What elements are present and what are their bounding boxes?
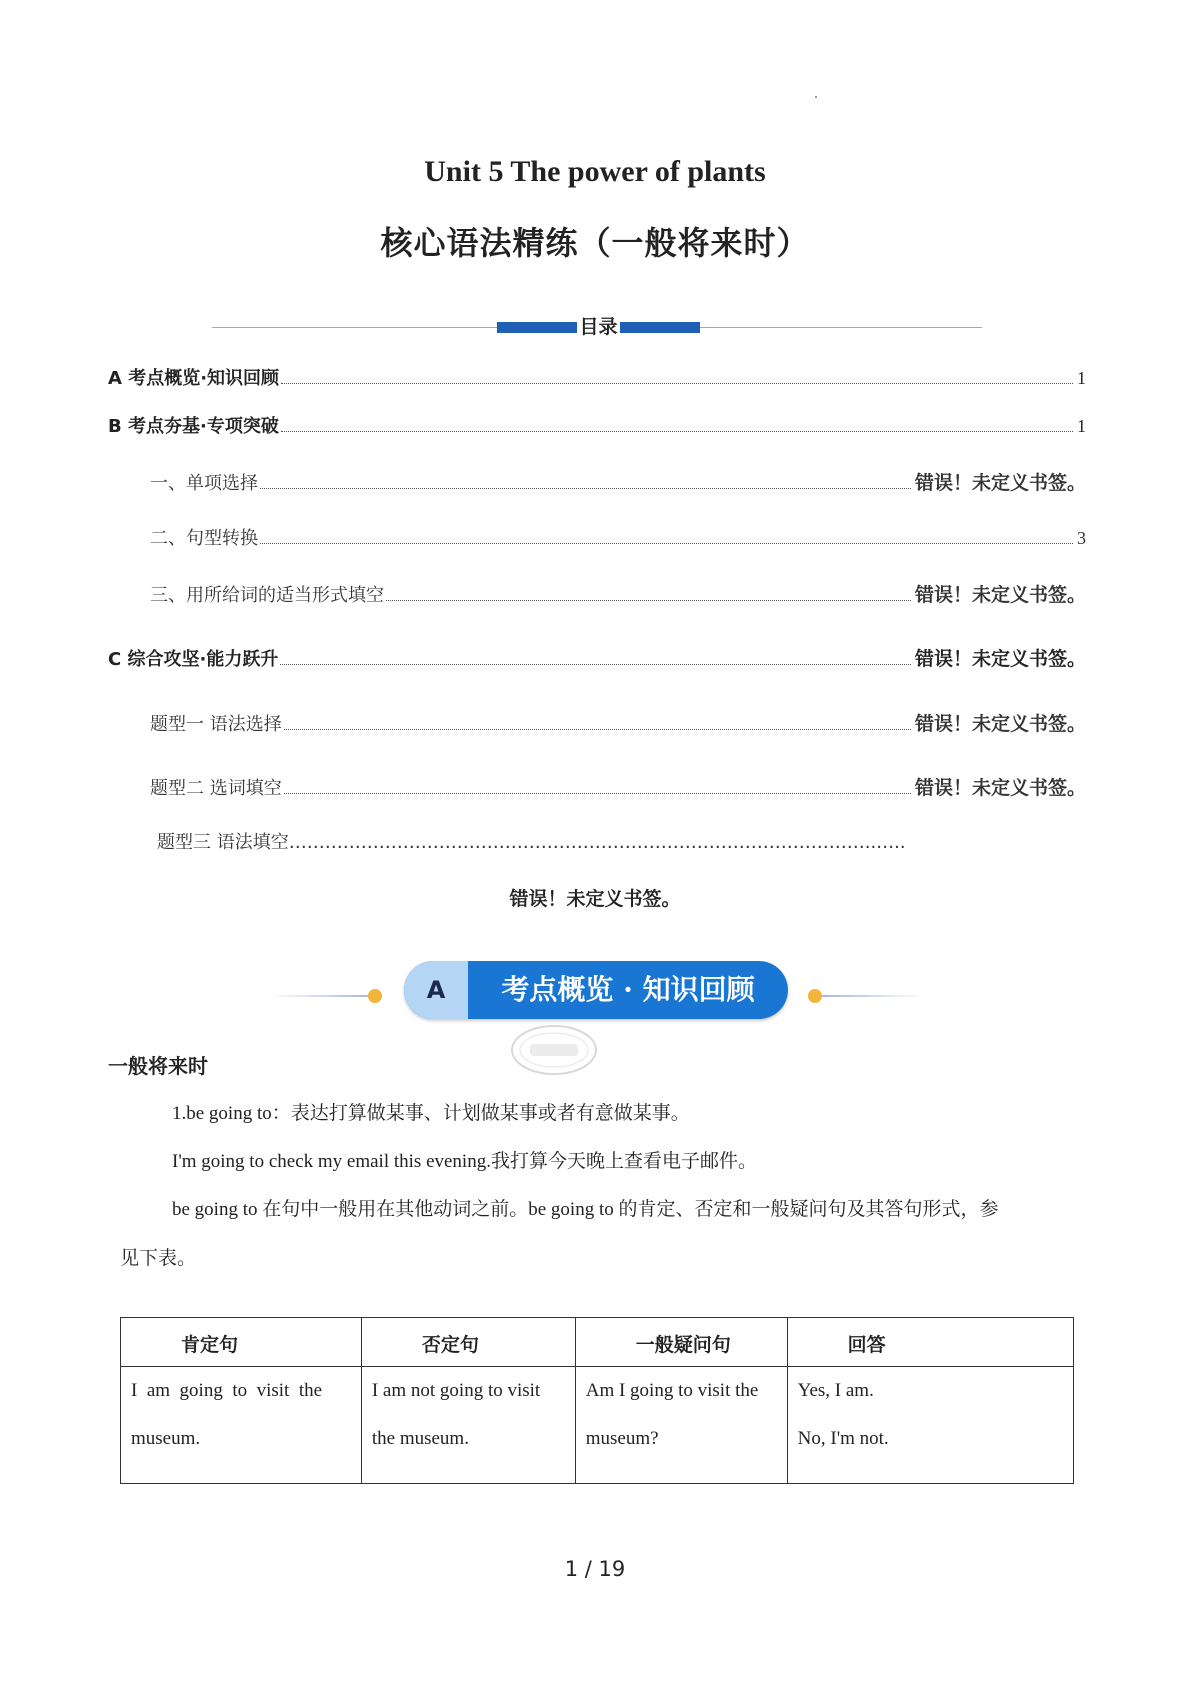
- toc-entry-page: 错误！未定义书签。: [914, 472, 1086, 494]
- toc-leader: [260, 543, 1073, 544]
- document-title-en: Unit 5 The power of plants: [424, 155, 766, 188]
- toc-entry-label: 题型一 语法选择: [150, 714, 282, 735]
- table-header: 一般疑问句: [575, 1318, 787, 1367]
- watermark-logo: [508, 1022, 600, 1078]
- toc-entry-page: 错误！未定义书签。: [914, 777, 1086, 799]
- toc-leader: [281, 383, 1073, 384]
- toc-entry-b1[interactable]: [150, 468, 1086, 495]
- toc-entry-b[interactable]: [108, 412, 1086, 438]
- toc-entry-label: C 综合攻坚·能力跃升: [108, 649, 279, 670]
- toc-leader: [284, 729, 911, 730]
- banner-dot-left: [368, 989, 382, 1003]
- table-cell: I am going to visit the museum.: [121, 1367, 362, 1484]
- toc-leader: [280, 664, 911, 665]
- table-cell: I am not going to visit the museum.: [361, 1367, 575, 1484]
- toc-entry-page: 1: [1077, 416, 1086, 436]
- decorative-dot: [815, 96, 817, 98]
- toc-entry-page: 1: [1077, 368, 1086, 388]
- toc-entry-c3[interactable]: 题型三 语法填空……………………………………………………………………………………..…..: [157, 832, 906, 853]
- toc-entry-c[interactable]: [108, 644, 1086, 671]
- toc-entry-c1[interactable]: [150, 709, 1086, 736]
- table-cell: Yes, I am. No, I'm not.: [787, 1367, 1073, 1484]
- toc-bar-right: [620, 322, 700, 333]
- toc-entry-label: 三、用所给词的适当形式填空: [150, 585, 384, 606]
- banner-title: 考点概览 · 知识回顾: [501, 973, 755, 1006]
- toc-leader: [281, 431, 1073, 432]
- table-row: [121, 1367, 1074, 1484]
- toc-leader: [386, 600, 911, 601]
- toc-entry-label: B 考点夯基·专项突破: [108, 416, 279, 437]
- toc-entry-c3-page: 错误！未定义书签。: [509, 888, 681, 910]
- table-cell: Am I going to visit the museum?: [575, 1367, 787, 1484]
- grammar-table: [120, 1317, 1074, 1484]
- toc-entry-label: A 考点概览·知识回顾: [108, 368, 280, 389]
- toc-entry-page: 错误！未定义书签。: [914, 713, 1086, 735]
- toc-entry-label: 二、句型转换: [150, 528, 258, 549]
- toc-entry-label: 一、单项选择: [150, 473, 258, 494]
- toc-entry-a[interactable]: [108, 364, 1086, 390]
- toc-entry-page: 错误！未定义书签。: [914, 648, 1086, 670]
- table-header: 否定句: [361, 1318, 575, 1367]
- toc-entry-page: 3: [1077, 528, 1086, 548]
- toc-entry-b2[interactable]: [150, 524, 1086, 550]
- page-number: 1 / 19: [564, 1557, 626, 1581]
- banner-line-left: [268, 995, 378, 997]
- paragraph-3-line-2: 见下表。: [120, 1248, 197, 1269]
- paragraph-1: 1.be going to：表达打算做某事、计划做某事或者有意做某事。: [172, 1103, 690, 1124]
- toc-entry-page: 错误！未定义书签。: [914, 584, 1086, 606]
- toc-leader: [260, 488, 911, 489]
- toc-heading: 目录: [577, 315, 620, 339]
- banner-letter: A: [404, 961, 468, 1019]
- paragraph-3-line-1: be going to 在句中一般用在其他动词之前。be going to 的肯定、否定和一般疑问句及其答句形式，参: [172, 1199, 999, 1220]
- banner-dot-right: [808, 989, 822, 1003]
- section-banner: [404, 961, 788, 1019]
- paragraph-2: I'm going to check my email this evening.我打算今天晚上查看电子邮件。: [172, 1151, 757, 1172]
- toc-entry-label: 题型二 选词填空: [150, 778, 282, 799]
- banner-line-right: [815, 995, 925, 997]
- table-header: 肯定句: [121, 1318, 362, 1367]
- document-title-zh: 核心语法精练（一般将来时）: [380, 224, 810, 262]
- toc-entry-b3[interactable]: [150, 580, 1086, 607]
- toc-leader: [284, 793, 911, 794]
- section-heading: 一般将来时: [108, 1054, 208, 1078]
- table-header: 回答: [787, 1318, 1073, 1367]
- table-header-row: [121, 1318, 1074, 1367]
- toc-bar-left: [497, 322, 577, 333]
- toc-entry-c2[interactable]: [150, 773, 1086, 800]
